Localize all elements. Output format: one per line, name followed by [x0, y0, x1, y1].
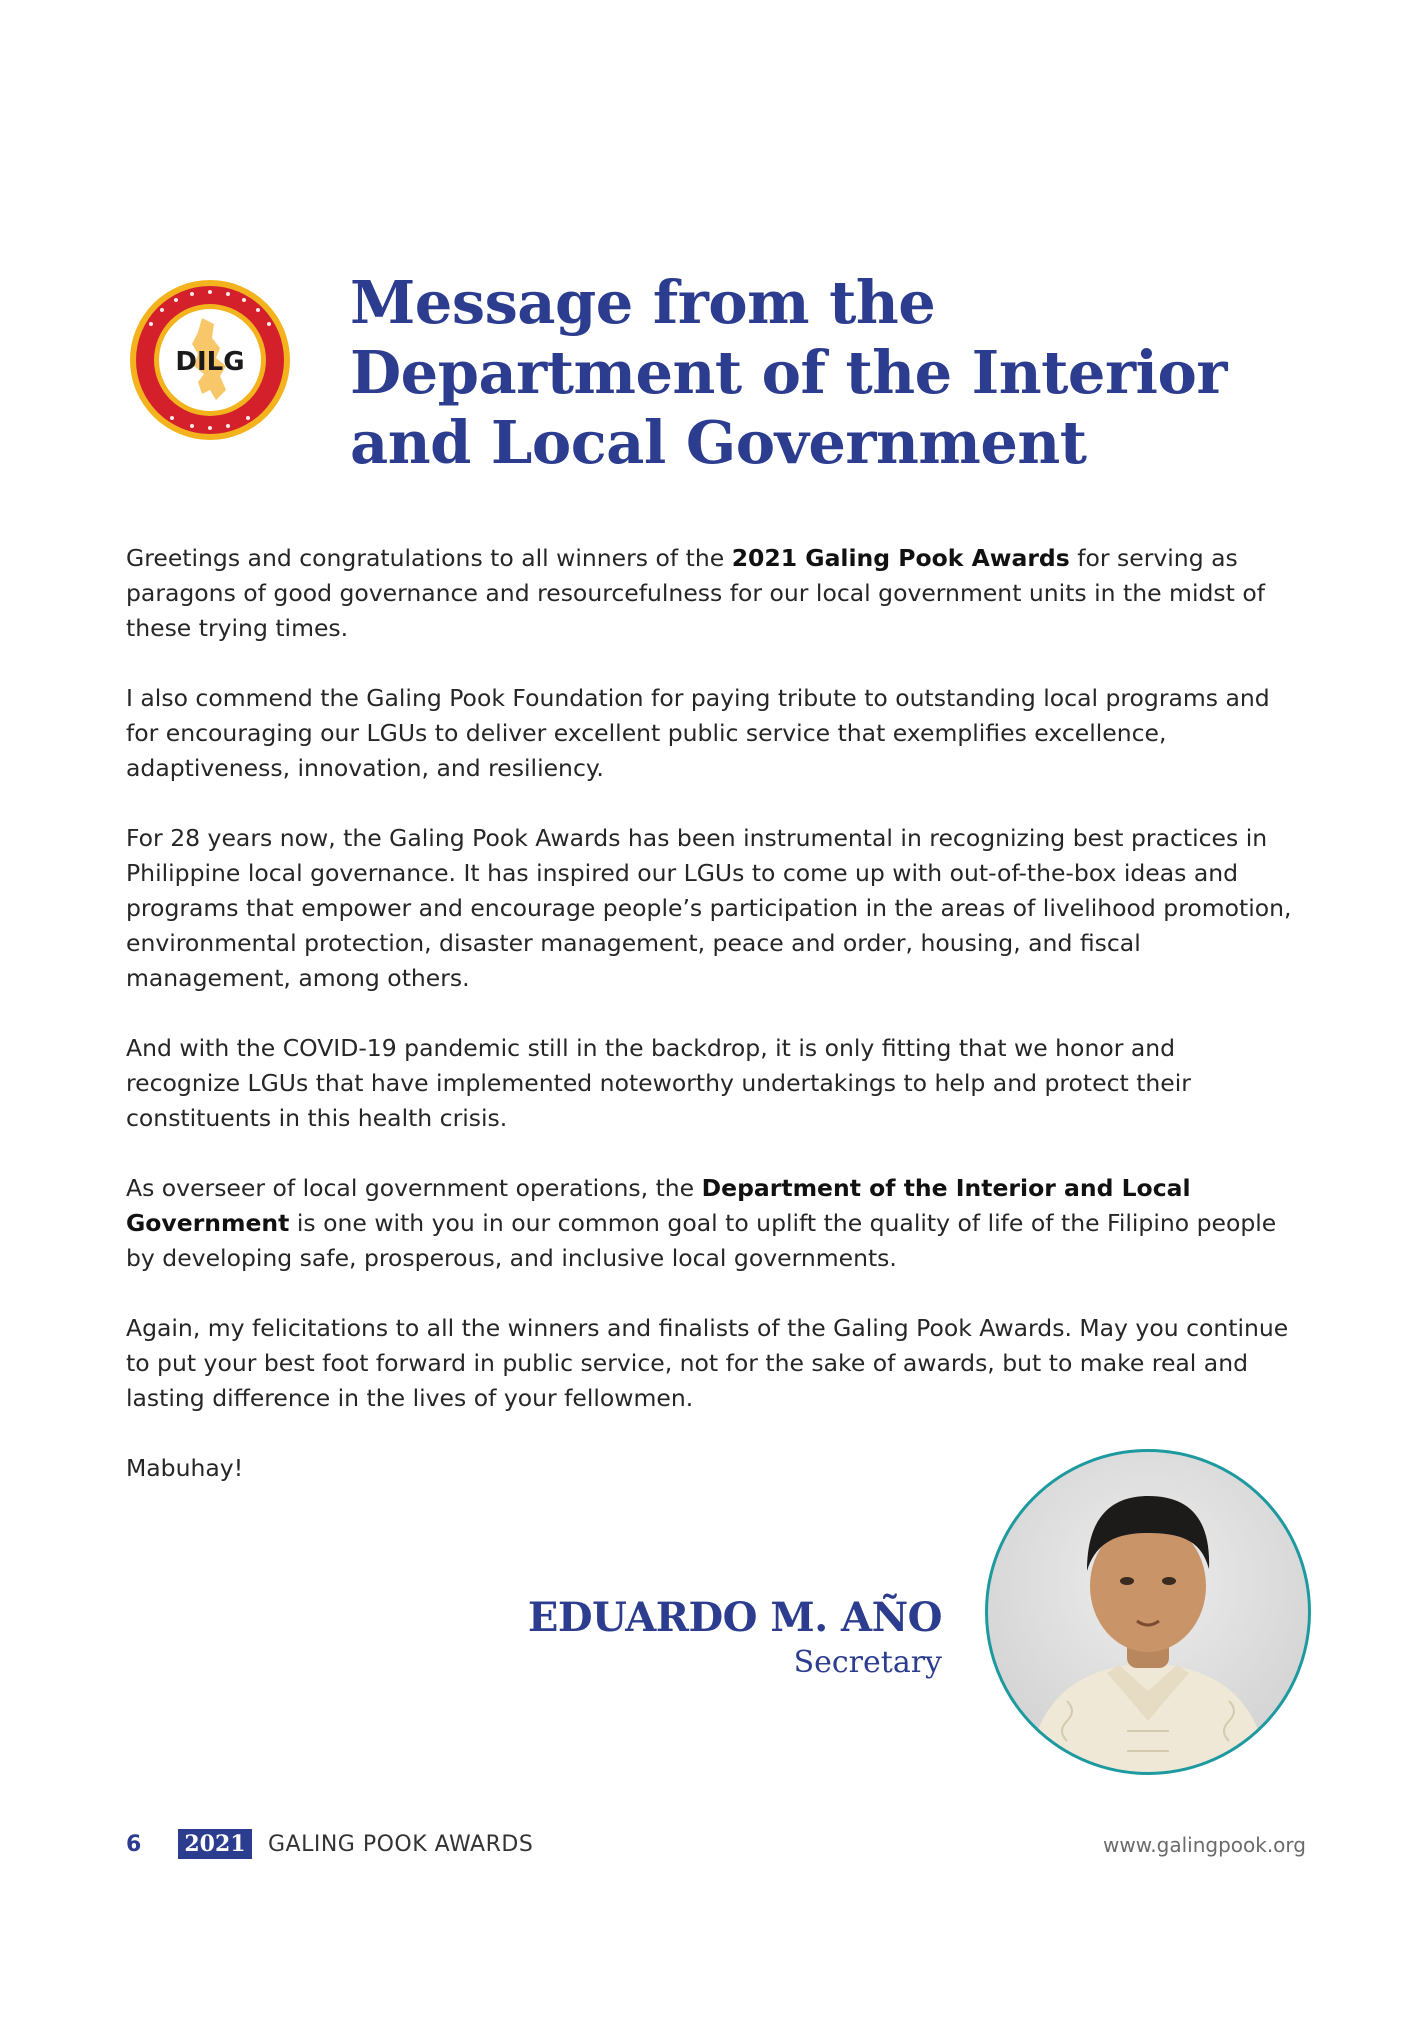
message-body — [126, 541, 1296, 1521]
paragraph-commend: I also commend the Galing Pook Foundation for paying tribute to outstanding local programs and for encouraging our LGUs to deliver excellent public service that exemplifies excellence, adaptiveness, innovation, and resiliency. — [126, 684, 1270, 782]
title-line-3: and Local Government — [350, 408, 1087, 477]
signature-block — [528, 1593, 942, 1683]
page-number: 6 — [126, 1832, 142, 1857]
paragraph-felicitations: Again, my felicitations to all the winners and finalists of the Galing Pook Awards. May you continue to put your best foot forward in public service, not for the sake of awards, but to make real and lasting difference in the lives of your fellowmen. — [126, 1314, 1289, 1412]
title-line-2: Department of the Interior — [350, 338, 1227, 407]
signatory-name: EDUARDO M. AÑO — [527, 1594, 942, 1641]
title-line-1: Message from the — [350, 268, 936, 337]
footer-year-badge: 2021 — [178, 1829, 252, 1859]
svg-text:DILG: DILG — [175, 347, 245, 377]
page-title — [350, 268, 1350, 478]
footer-brand: GALING POOK AWARDS — [268, 1832, 534, 1857]
dilg-name-bold: Department of the Interior and Local Government — [126, 1174, 1191, 1237]
portrait-ring — [985, 1449, 1311, 1775]
signatory-role: Secretary — [793, 1645, 942, 1680]
paragraph-covid: And with the COVID-19 pandemic still in the backdrop, it is only fitting that we honor and recognize LGUs that have implemented noteworthy undertakings to help and protect their constituents in this health crisis. — [126, 1034, 1191, 1132]
paragraph-dilg-role: As overseer of local government operations, the Department of the Interior and Local Government is one with you in our common goal to uplift the quality of life of the Filipino people by developing safe, prosperous, and inclusive local governments. — [126, 1174, 1277, 1272]
paragraph-greetings: Greetings and congratulations to all winners of the 2021 Galing Pook Awards for serving as paragons of good governance and resourcefulness for our local government units in the midst of these trying times. — [126, 544, 1265, 642]
dilg-seal-icon — [128, 278, 292, 442]
footer-website-link[interactable]: www.galingpook.org — [1103, 1833, 1306, 1857]
paragraph-closing: Mabuhay! — [126, 1454, 244, 1482]
awards-name-bold: 2021 Galing Pook Awards — [731, 544, 1070, 572]
dilg-seal-logo — [128, 278, 292, 442]
paragraph-history: For 28 years now, the Galing Pook Awards has been instrumental in recognizing best practices in Philippine local governance. It has inspired our LGUs to come up with out-of-the-box ideas and programs that empower and encourage people’s participation in the areas of livelihood promotion, environmental protection, disaster management, peace and order, housing, and fiscal management, among others. — [126, 824, 1292, 992]
